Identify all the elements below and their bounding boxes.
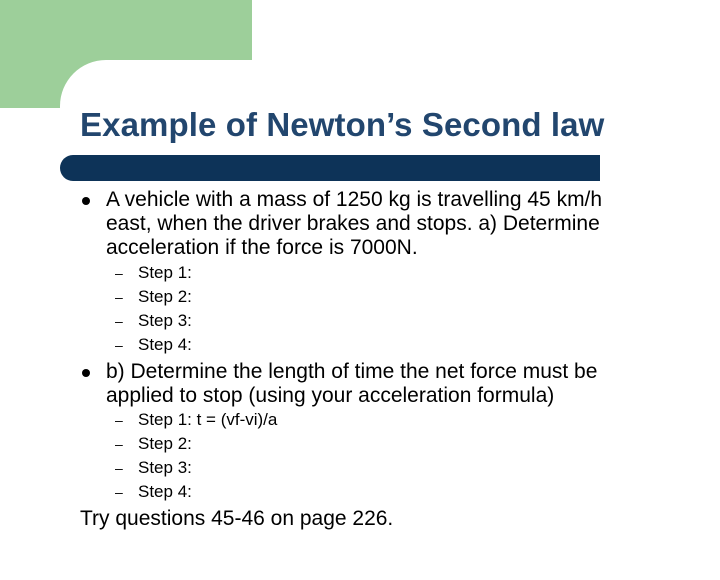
step-label: Step 4: xyxy=(138,335,192,354)
slide-title: Example of Newton’s Second law xyxy=(80,106,605,143)
dash-icon: – xyxy=(115,412,123,428)
bullet-dot-1 xyxy=(82,197,90,205)
dash-icon: – xyxy=(115,484,123,500)
dash-icon: – xyxy=(115,313,123,329)
bullet-dot-2 xyxy=(82,369,90,377)
dash-icon: – xyxy=(115,337,123,353)
bullet-1-line-2: east, when the driver brakes and stops. a) Determine xyxy=(106,212,600,235)
bullet-1-line-3: acceleration if the force is 7000N. xyxy=(106,236,418,259)
dash-icon: – xyxy=(115,460,123,476)
footer-note: Try questions 45-46 on page 226. xyxy=(80,507,394,530)
step-label: Step 4: xyxy=(138,482,192,501)
dash-icon: – xyxy=(115,436,123,452)
bullet-2-line-1: b) Determine the length of time the net force must be xyxy=(106,360,598,383)
dash-icon: – xyxy=(115,265,123,281)
bullet-2-line-2: applied to stop (using your acceleration formula) xyxy=(106,384,555,407)
title-underline-bar xyxy=(60,155,600,181)
dash-icon: – xyxy=(115,289,123,305)
step-label: Step 2: xyxy=(138,434,192,453)
step-label: Step 3: xyxy=(138,458,192,477)
step-label: Step 1: xyxy=(138,263,192,282)
bullet-1-line-1: A vehicle with a mass of 1250 kg is travelling 45 km/h xyxy=(106,188,603,211)
bullet-1-text xyxy=(106,188,602,260)
step-label: Step 2: xyxy=(138,287,192,306)
step-label: Step 3: xyxy=(138,311,192,330)
bullet-2-text xyxy=(106,360,597,408)
step-label: Step 1: t = (vf-vi)/a xyxy=(138,410,278,429)
